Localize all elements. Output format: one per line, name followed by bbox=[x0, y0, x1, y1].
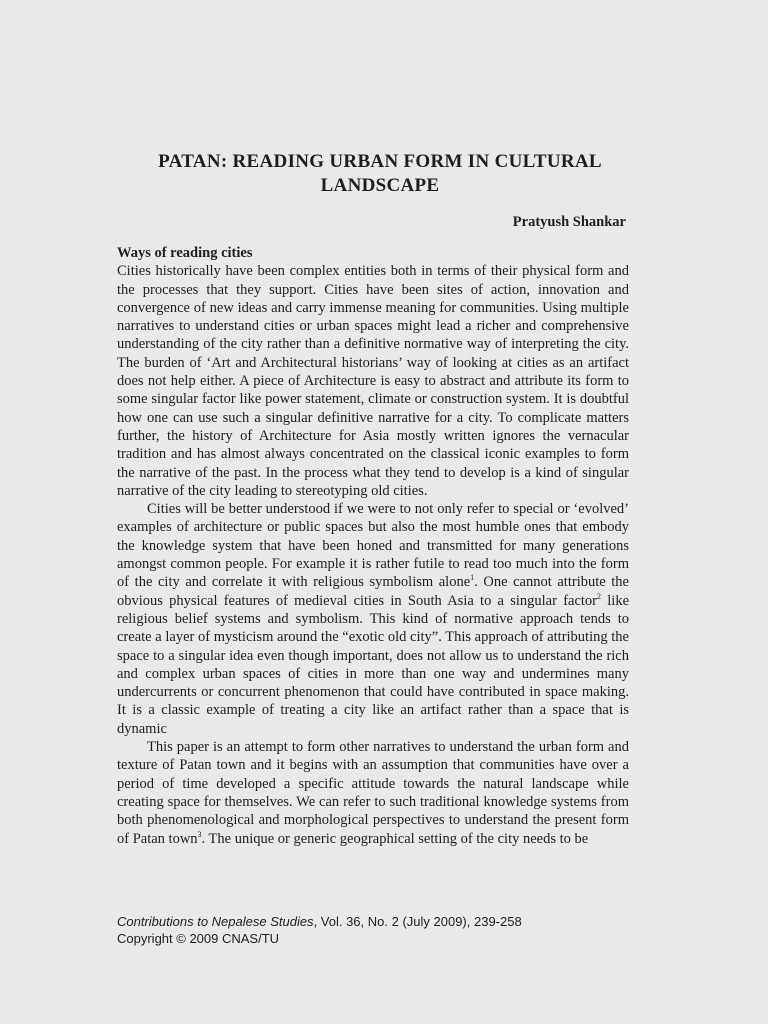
paragraph-3 bbox=[117, 738, 629, 848]
paragraph-3-part-1: This paper is an attempt to form other narratives to understand the urban form and texture of Patan town and it begins with an assumption that communities have over a period of time developed a specific attitude towards the natural landscape while creating space for themselves. We can refer to such traditional knowledge systems from both phenomenological and morphological perspectives to understand the present form of Patan town bbox=[117, 739, 629, 847]
citation-details: , Vol. 36, No. 2 (July 2009), 239-258 bbox=[313, 914, 522, 929]
copyright-line: Copyright © 2009 CNAS/TU bbox=[117, 931, 280, 946]
journal-name: Contributions to Nepalese Studies bbox=[117, 914, 314, 929]
citation-line bbox=[117, 913, 637, 930]
footnote-mark-3: 3 bbox=[197, 829, 202, 839]
author-name: Pratyush Shankar bbox=[512, 214, 626, 230]
paragraph-2 bbox=[117, 500, 629, 738]
paragraph-2-part-1: Cities will be better understood if we were to not only refer to special or ‘evolved’ examples of architecture or public spaces but also the most humble ones that embody the knowledge system that have been honed and transmitted for many generations amongst common people. For example it is rather futile to read too much into the form of the city and correlate it with religious symbolism alone bbox=[117, 501, 629, 591]
footnote-mark-1: 1 bbox=[470, 573, 475, 583]
paragraph-2-part-2: . One cannot attribute the obvious physical features of medieval cities in South Asia to a singular factor bbox=[117, 574, 629, 609]
title-line-2: LANDSCAPE bbox=[320, 175, 440, 196]
paper-title bbox=[120, 150, 640, 198]
footnote-mark-2: 2 bbox=[597, 591, 602, 601]
article-body bbox=[117, 244, 629, 848]
paragraph-3-part-2: . The unique or generic geographical setting of the city needs to be bbox=[201, 830, 589, 847]
paragraph-2-part-3: like religious belief systems and symbolism. This kind of normative approach tends to create a layer of mysticism around the “exotic old city”. This approach of attributing the space to a singular idea even though important, does not allow us to understand the rich and complex urban spaces of cities in more than one way and undermines many undercurrents or concurrent phenomenon that could have contributed in space making. It is a classic example of treating a city like an artifact rather than a space that is dynamic bbox=[117, 592, 630, 737]
title-line-1: PATAN: READING URBAN FORM IN CULTURAL bbox=[158, 151, 602, 172]
page-footer bbox=[117, 913, 637, 947]
paragraph-1: Cities historically have been complex entities both in terms of their physical form and the processes that they support. Cities have been sites of action, innovation and convergence of new ideas and carry immense meaning for communities. Using multiple narratives to understand cities or urban spaces might lead a richer and comprehensive understanding of the city rather than a definitive normative way of interpreting the city. The burden of ‘Art and Architectural historians’ way of looking at cities as an artifact does not help either. A piece of Architecture is easy to abstract and attribute its form to some singular factor like power statement, climate or construction system. It is doubtful how one can use such a singular definitive narrative for a city. To complicate matters further, the history of Architecture for Asia mostly written ignores the vernacular tradition and has almost always concentrated on the classical iconic examples to form the narrative of the past. In the process what they tend to develop is a kind of singular narrative of the city leading to stereotyping old cities. bbox=[117, 263, 629, 499]
section-heading: Ways of reading cities bbox=[117, 245, 253, 261]
